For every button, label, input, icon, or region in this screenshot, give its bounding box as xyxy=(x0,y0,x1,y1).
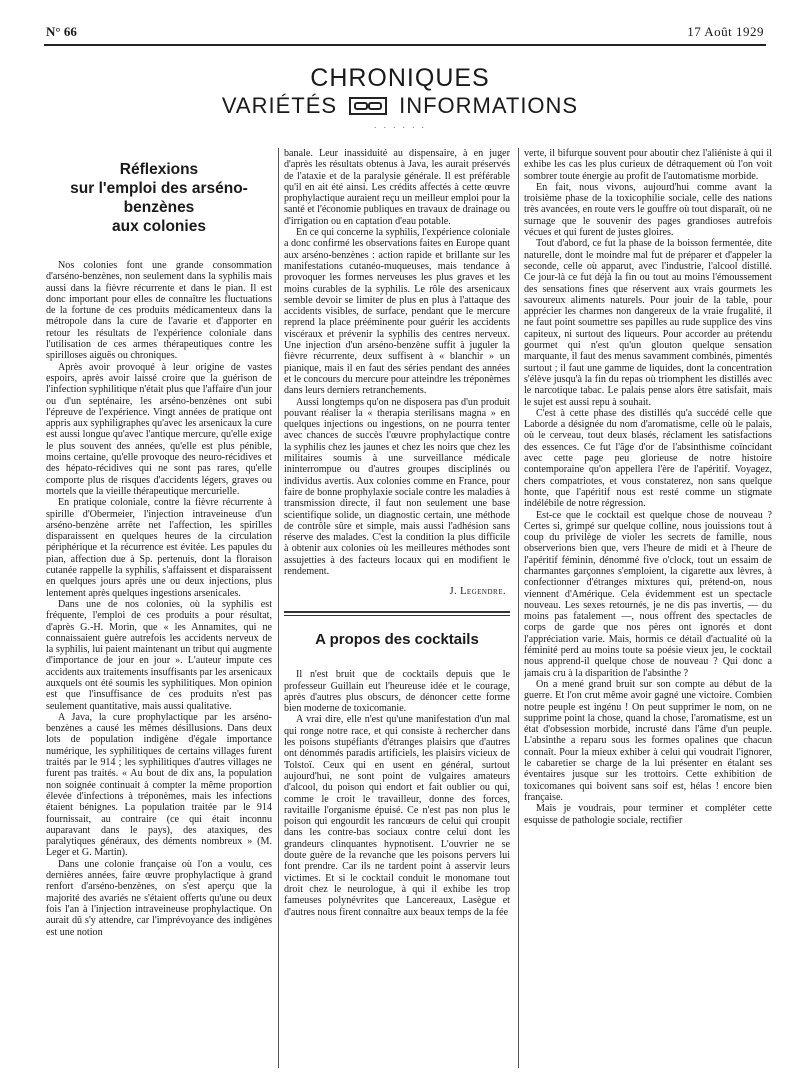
column-divider xyxy=(518,148,519,1068)
masthead-subtitle xyxy=(0,92,800,120)
issue-number: N° 66 xyxy=(46,24,77,39)
paragraph: Est-ce que le cocktail est quelque chose de nouveau ? Certes si, grimpé sur quelque colline, nous jouissions tout à coup du privilège de violer les secrets de famille, nous observerions bien que, vers l'heure de midi et à l'heure de l'apéritif féminin, dénommé five o'clock, tout un essaim de charmantes garçonnes s'emploient, la cigarette aux lèvres, à confectionner d'étranges mixtures qui, prétend-on, nous viennent d'Amérique. Cela évidemment est un spectacle nouveau. Les sexes retournés, je ne dis pas invertis, — du moins pas fatalement —, nous offrent des spectacles de corps de garde que nos pères ont ignorés et dont l'appréciation varie. Mais, hormis ce détail d'actualité où la féminité perd au moins toute sa poésie vieux jeu, le cocktail nous apprend-il quelque chose de nouveau ? Qui donc a jamais cru à la disparition de l'absinthe ? xyxy=(524,509,772,679)
article-1-title-line: Réflexions xyxy=(119,161,199,178)
article-divider xyxy=(284,611,510,613)
paragraph: verte, il bifurque souvent pour aboutir chez l'aliéniste à qui il exhibe les cas les plus curieux de détraquement où l'on voit sombrer toute énergie au profit de l'automatisme morbide. xyxy=(524,148,772,182)
paragraph: Dans une de nos colonies, où la syphilis est fréquente, l'emploi de ces produits a pour résultat, d'après G.-H. Morin, que « les Annamites, qui ne connaissaient guère autrefois les accidents nerveux de la syphilis, lui paient maintenant un tribut qui augmente d'importance de jour en jour ». L'auteur impute ces accidents aux traitements insuffisants par les arsenicaux auxquels ont été soumis les syphilitiques. Mon opinion est que l'insuffisance de ces produits n'est pas seulement quantitative, mais aussi qualitative. xyxy=(46,598,272,712)
paragraph: En fait, nous vivons, aujourd'hui comme avant la troisième phase de la toxicophilie sociale, celle des nations très avancées, en route vers le gouffre où tout disparaît, où ne surnage que le souvenir des pages grandioses autrefois vécues et qui furent de justes gloires. xyxy=(524,181,772,239)
paragraph: Mais je voudrais, pour terminer et compléter cette esquisse de pathologie sociale, rectifier xyxy=(524,803,772,826)
masthead-varietes: VARIÉTÉS xyxy=(221,93,338,118)
article-divider xyxy=(284,615,510,616)
masthead-ornament: · · · · · · xyxy=(373,122,427,132)
paragraph: C'est à cette phase des distillés qu'a succédé celle que Laborde a désignée du nom d'aromatisme, celle où le palais, où le cerveau, tout deux blasés, réclament les satisfactions des essences. Ce fut l'âge d'or de l'absinthisme coïncidant avec cette page peu glorieuse de notre histoire contemporaine qu'on appellera l'ère de l'apéritif. Voyagez, chers compatriotes, et vous constaterez, non sans quelque honte, que l'apéritif nous est resté comme un stigmate indélébile de notre régression. xyxy=(524,407,772,510)
article-1-signature: J. Legendre. xyxy=(449,586,506,598)
article-2-title: A propos des cocktails xyxy=(315,631,479,649)
paragraph: Nos colonies font une grande consommation d'arséno-benzènes, non seulement dans la syphilis mais aussi dans la fièvre récurrente et dans le pian. Il est donc important pour elles de connaître les fluctuations de la fortune de ces produits médicamenteux dans la métropole dans la cure de l'avarie et d'apporter en retour les résultats de l'expérience coloniale dans l'utilisation de ces armes thérapeutiques contre les spirilloses aiguës ou chroniques. xyxy=(46,260,272,362)
paragraph: En pratique coloniale, contre la fièvre récurrente à spirille d'Obermeier, l'injection intraveineuse d'un arséno-benzène arrête net l'affection, les spirilles disparaissent en quelques heures de la circulation périphérique et la récurrence est évitée. Les papules du pian, affection due à Sp. pertenuis, dont la floraison cutanée rappelle la syphilis, s'affaissent et disparaissent en quelques jours après une ou deux injections, plus lentement après quelques ingestions arsenicales. xyxy=(46,497,272,599)
masthead-title: CHRONIQUES xyxy=(310,64,490,92)
issue-date: 17 Août 1929 xyxy=(687,24,764,39)
paragraph: Il n'est bruit que de cocktails depuis que le professeur Guillain eut l'heureuse idée et le courage, après d'autres plus obscurs, de dénoncer cette forme bien moderne de toxicomanie. xyxy=(284,669,510,715)
masthead-informations: INFORMATIONS xyxy=(399,93,579,118)
article-1-title-line: sur l'emploi des arséno-benzènes xyxy=(70,180,248,216)
paragraph: A Java, la cure prophylactique par les arséno-benzènes a causé les mêmes désillusions. Dans deux lots de population indigène d'égale importance numérique, les syphilitiques de certains villages furent traités par le 914 ; les syphilitiques d'autres villages ne furent pas traités. « Au bout de dix ans, la population non soignée continuait à compter la même proportion élevée d'infections à tréponèmes, mais les infections étaient bénignes. La population traitée par le 914 fournissait, au contraire (ce qui était inconnu auparavant dans le pays), des ataxiques, des paralytiques généraux, des déments nombreux » (M. Leger et G. Martin). xyxy=(46,711,272,859)
article-columns xyxy=(46,148,772,1068)
article-1-title xyxy=(46,160,272,236)
column-2 xyxy=(284,148,510,1068)
paragraph: On a mené grand bruit sur son compte au début de la guerre. Et l'on crut même avoir gagné une victoire. Combien notre peuple est ingénu ! On peut supprimer le nom, on ne supprime point la chose, quand la chose, l'aromatisme, est un état d'obsession morbide, incrusté dans l'âme d'un peuple. L'absinthe a reparu sous les formes opalines que chacun connaît. Pour la mieux exhiber à celui qui voudrait l'ignorer, le cabaretier se charge de la lui présenter en étalant ses éventaires jusque sur les trottoirs. Cette exhibition de toxicomanes qui boivent sans soif est, hélas ! encore bien française. xyxy=(524,678,772,803)
ornament-icon xyxy=(349,97,387,115)
column-1 xyxy=(46,148,272,1068)
paragraph: Aussi longtemps qu'on ne disposera pas d'un produit pouvant réaliser la « therapia sterilisans magna » en quelques injections ou ingestions, on ne pourra tenter avec chances de succès l'œuvre prophylactique contre la syphilis chez les jaunes et chez les noirs que chez les militaires soumis à une surveillance médicale ininterrompue ou d'autres groupes disciplinés ou individus avertis. Aux colonies comme en France, pour faire de bonne prophylaxie sociale contre les maladies à transmission directe, il faut non seulement une base scientifique solide, un diagnostic certain, une méthode de contrôle sûre et simple, mais aussi l'adhésion sans réserve des malades. C'est la condition la plus difficile à obtenir aux colonies où les meilleures méthodes sont assujetties à des facteurs locaux qui en modifient le rendement. xyxy=(284,396,510,577)
paragraph: Tout d'abord, ce fut la phase de la boisson fermentée, dite naturelle, dont le moindre mal fut de préparer et d'appeler la seconde, celle où apparut, avec l'industrie, l'alcool distillé. Ce jour-là ce fut déjà la fin ou tout au moins l'émoussement des sensations fines que réservent aux vrais gourmets les savoureux aliments naturels. Pour jouir de la table, pour apprécier les charmes non dangereux de la vraie frugalité, il ne faut point soumettre ses papilles au rude supplice des vins capiteux, ni surtout des liqueurs. Pour accorder au prétendu gourmet qui n'est qu'un glouton quelque sensation marquante, il faut des menus savamment combinés, pimentés surtout ; il faut une gamme de liquides, dont la concentration s'élève jusqu'à la fin du repas où triomphent les distillés avec le narcotique tabac. Le palais pense alors être satisfait, mais le sujet est aussi repu à souhait. xyxy=(524,238,772,408)
paragraph: Dans une colonie française où l'on a voulu, ces dernières années, faire œuvre prophylactique à grand renfort d'arséno-benzènes, on s'est aperçu que la majorité des avariés ne s'étaient offerts qu'une ou deux fois l'an à l'injection intraveineuse prophylactique. On aurait dû s'y attendre, car l'imprévoyance des indigènes est une notion xyxy=(46,858,272,938)
column-divider xyxy=(278,148,279,1068)
paragraph: A vrai dire, elle n'est qu'une manifestation d'un mal qui ronge notre race, et qui consiste à rechercher dans les poisons stupéfiants d'étranges plaisirs que d'autres ont dénommés paradis artificiels, les plaisirs vicieux de Tolstoï. Ceux qui en usent en général, surtout aujourd'hui, ne sont point de vulgaires amateurs d'alcool, du poison qui endort et fait oublier ou qui, comme le croit le travailleur, donne des forces, ravitaille l'organisme épuisé. Ce n'est pas non plus le poison qui engourdit les rancœurs de celui qui croupit dans les contre-bas sociaux contre celui dont les grandeurs clinquantes hypnotisent. L'ouvrier ne se doute guère de la revanche que les poisons pervers lui font prendre. Car ils ne tardent point à asservir leurs victimes. Et si le cocktail conduit le monomane tout droit chez le neurologue, à qui il exhibe les trop fameuses polynévrites que Lancereaux, Lasègue et d'autres nous firent connaître aux beaux temps de la fée xyxy=(284,714,510,918)
paragraph: banale. Leur inassiduité au dispensaire, à en juger d'après les résultats obtenus à Java, les aurait préservés de l'ataxie et de la paralysie générale. Il est préférable qu'il en ait été ainsi. Les crédits affectés à cette œuvre prophylactique auraient reçu un meilleur emploi pour la santé et l'économie publiques en travaux de drainage ou d'irrigation ou en captation d'eau potable. xyxy=(284,148,510,227)
paragraph: Après avoir provoqué à leur origine de vastes espoirs, après avoir laissé croire que la guérison de l'infection syphilitique n'était plus que l'affaire d'un jour ou d'un septénaire, les arséno-benzènes ont subi l'épreuve de l'expérience. Vingt années de pratique ont appris aux syphiligraphes qu'avec les arsenicaux la cure est aussi longue qu'avec l'antique mercure, qu'elle exige le plus souvent des années, qu'elle est plus pénible, moins certaine, qu'elle provoque des neuro-récidives et des hépato-récidives qui ne sont pas rares, qu'elle comporte plus de risques d'accidents légers, graves ou mortels que la vieille thérapeutique mercurielle. xyxy=(46,361,272,497)
paragraph: En ce qui concerne la syphilis, l'expérience coloniale a donc confirmé les observations faites en Europe quant aux arséno-benzènes : action rapide et brillante sur les manifestations cutanéo-muqueuses, mais tendance à provoquer les formes nerveuses les plus graves et les moins curables de la syphilis. Le rôle des arsenicaux semble devoir se limiter de plus en plus à l'attaque des accidents visibles, de surface, pendant que le mercure reprend la place prééminente pour guérir les accidents viscéraux et prévenir la syphilis des centres nerveux. Une injection d'un arséno-benzène suffit à juguler la fièvre récurrente, deux suffisent à « blanchir » un pianique, mais il en faut des séries pendant des années et le concours du mercure pour atteindre les tréponèmes dans leurs derniers retranchements. xyxy=(284,227,510,397)
masthead xyxy=(0,64,800,132)
article-1-title-line: aux colonies xyxy=(112,218,206,235)
column-3 xyxy=(524,148,772,1068)
header-rule xyxy=(44,44,766,46)
